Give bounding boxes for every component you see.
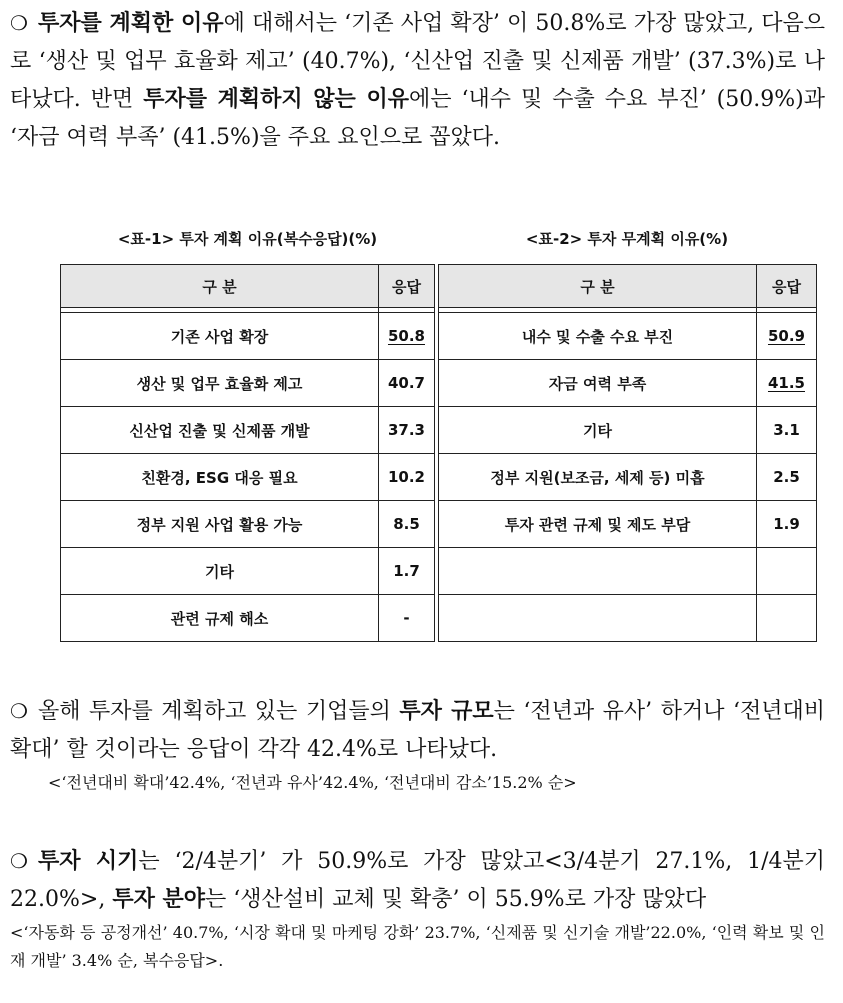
table-row xyxy=(61,595,817,642)
bold-text: 투자 시기 xyxy=(37,849,139,874)
bullet-icon: ❍ xyxy=(10,699,28,723)
table1-label: 기타 xyxy=(61,548,379,595)
bold-text: 투자 분야 xyxy=(112,887,205,912)
table2-label: 기타 xyxy=(439,407,757,454)
bold-text: 투자 규모 xyxy=(399,699,494,724)
body-text: 에는 ‘내수 및 수출 수요 부진’ (50.9%)과 ‘자금 여력 부족’ (41.5%)을 주요 요인으로 꼽았다. xyxy=(10,87,825,150)
table2-caption: <표-2> 투자 무계획 이유(%) xyxy=(525,230,729,248)
table2-label: 내수 및 수출 수요 부진 xyxy=(439,313,757,360)
table-row xyxy=(61,454,817,501)
table1-label: 정부 지원 사업 활용 가능 xyxy=(61,501,379,548)
paragraph-investment-scale xyxy=(10,692,825,797)
body-text: 올해 투자를 계획하고 있는 기업들의 xyxy=(37,699,400,724)
table2-header-category: 구 분 xyxy=(439,265,757,308)
table1-label: 신산업 진출 및 신제품 개발 xyxy=(61,407,379,454)
paragraph-investment-reasons xyxy=(10,4,825,157)
table1-label: 관련 규제 해소 xyxy=(61,595,379,642)
table1-header-category: 구 분 xyxy=(61,265,379,308)
table2-value: 1.9 xyxy=(757,501,817,548)
bold-text: 투자를 계획하지 않는 이유 xyxy=(143,87,409,112)
table1-label: 기존 사업 확장 xyxy=(61,313,379,360)
table-row xyxy=(61,501,817,548)
note-text: <‘전년대비 확대’42.4%, ‘전년과 유사’42.4%, ‘전년대비 감소’15.2% 순> xyxy=(48,773,577,792)
table1-caption: <표-1> 투자 계획 이유(복수응답)(%) xyxy=(117,230,378,248)
table1-label: 친환경, ESG 대응 필요 xyxy=(61,454,379,501)
table2-label xyxy=(439,595,757,642)
table-row xyxy=(61,313,817,360)
bullet-icon: ❍ xyxy=(10,849,28,873)
table1-label: 생산 및 업무 효율화 제고 xyxy=(61,360,379,407)
bold-text: 투자를 계획한 이유 xyxy=(37,11,224,36)
bullet-icon: ❍ xyxy=(10,11,28,35)
table1-header-response: 응답 xyxy=(379,265,435,308)
table2-label xyxy=(439,548,757,595)
table2-value: 3.1 xyxy=(757,407,817,454)
note-text: <‘자동화 등 공정개선’ 40.7%, ‘시장 확대 및 마케팅 강화’ 23.7%, ‘신제품 및 신기술 개발’22.0%, ‘인력 확보 및 인재 개발’ 3.4% 순, 복수응답>. xyxy=(10,923,825,970)
table2-value: 2.5 xyxy=(757,454,817,501)
table-row xyxy=(61,360,817,407)
table-row xyxy=(61,407,817,454)
table1-value: 40.7 xyxy=(379,360,435,407)
table2-label: 투자 관련 규제 및 제도 부담 xyxy=(439,501,757,548)
body-text: 는 ‘2/4분기’ 가 50.9%로 가장 많았고<3/4분기 27.1%, 1/4분기 22.0%>, xyxy=(10,849,825,912)
table2-value xyxy=(757,548,817,595)
paragraph-investment-timing xyxy=(10,842,825,975)
table2-value xyxy=(757,595,817,642)
table1-value: 8.5 xyxy=(379,501,435,548)
table1-value: 10.2 xyxy=(379,454,435,501)
table1-value: 37.3 xyxy=(379,407,435,454)
table2-label: 정부 지원(보조금, 세제 등) 미흡 xyxy=(439,454,757,501)
table1-value: - xyxy=(379,595,435,642)
table2-label: 자금 여력 부족 xyxy=(439,360,757,407)
table2-value: 50.9 xyxy=(757,313,817,360)
investment-reason-tables xyxy=(60,264,817,642)
body-text: 에 대해서는 ‘기존 사업 확장’ 이 50.8%로 가장 많았고, 다음으로 ‘생산 및 업무 효율화 제고’ (40.7%), ‘신산업 진출 및 신제품 개발’ (37.3%)로 나타났다. 반면 xyxy=(10,11,825,112)
body-text: 는 ‘전년과 유사’ 하거나 ‘전년대비 확대’ 할 것이라는 응답이 각각 42.4%로 나타났다. xyxy=(10,699,826,762)
table1-value: 1.7 xyxy=(379,548,435,595)
table-row xyxy=(61,548,817,595)
table2-header-response: 응답 xyxy=(757,265,817,308)
body-text: 는 ‘생산설비 교체 및 확충’ 이 55.9%로 가장 많았다 xyxy=(204,887,707,912)
table1-value: 50.8 xyxy=(379,313,435,360)
table2-value: 41.5 xyxy=(757,360,817,407)
